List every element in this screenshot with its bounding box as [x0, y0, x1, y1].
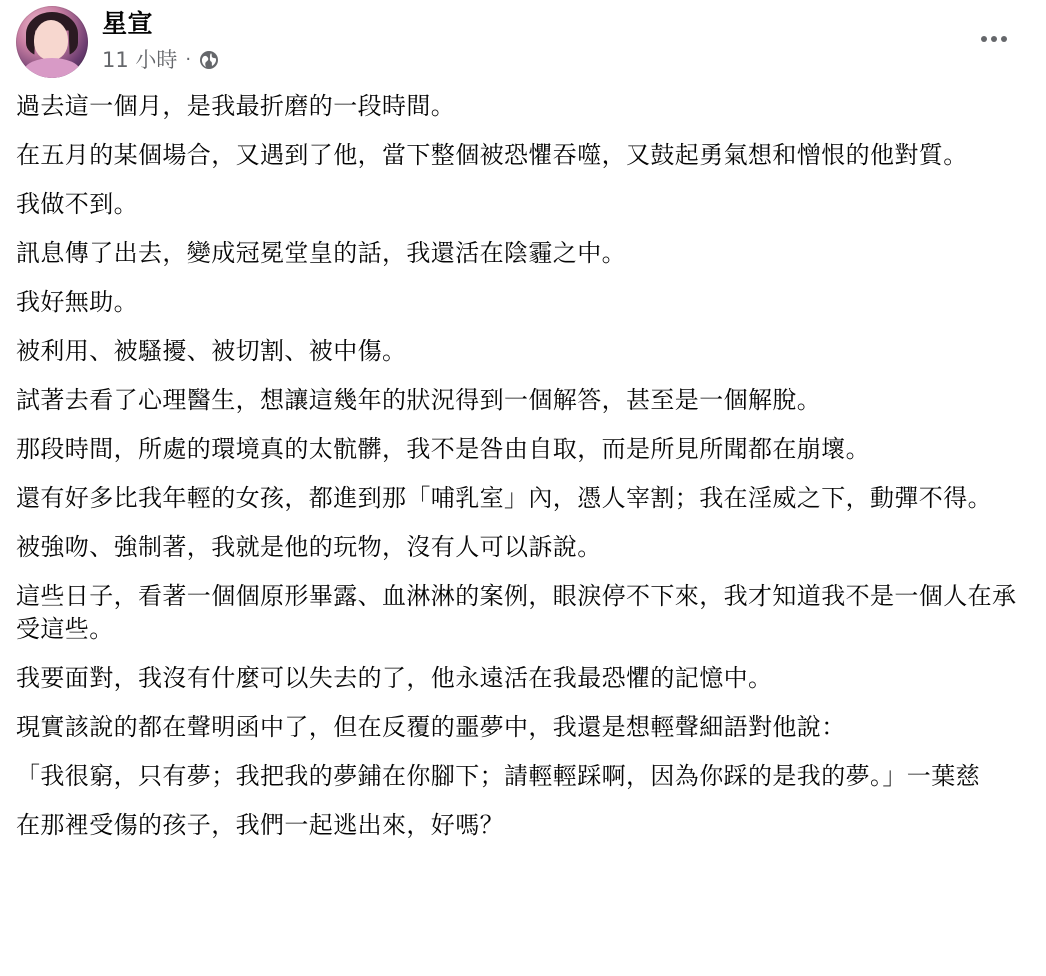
- author-name[interactable]: 星宣: [102, 9, 154, 38]
- meta-separator: ·: [185, 49, 192, 70]
- post-paragraph: 現實該說的都在聲明函中了，但在反覆的噩夢中，我還是想輕聲細語對他說：: [16, 713, 846, 741]
- post-paragraph: 我要面對，我沒有什麼可以失去的了，他永遠活在我最恐懼的記憶中。: [16, 664, 773, 692]
- post-paragraph: 「我很窮，只有夢；我把我的夢鋪在你腳下；請輕輕踩啊，因為你踩的是我的夢。」一葉慈: [16, 762, 980, 790]
- post-paragraph: 我做不到。: [16, 190, 138, 218]
- post-paragraph: 我好無助。: [16, 288, 138, 316]
- post-paragraph: 在那裡受傷的孩子，我們一起逃出來，好嗎？: [16, 811, 504, 839]
- post-paragraph: 訊息傳了出去，變成冠冕堂皇的話，我還活在陰霾之中。: [16, 239, 626, 267]
- post-paragraph: 試著去看了心理醫生，想讓這幾年的狀況得到一個解答，甚至是一個解脫。: [16, 386, 822, 414]
- more-options-button[interactable]: [972, 22, 1016, 56]
- globe-icon[interactable]: [199, 50, 219, 70]
- post-timestamp[interactable]: 11 小時: [102, 48, 178, 72]
- avatar[interactable]: [16, 6, 88, 78]
- post-paragraph: 在五月的某個場合，又遇到了他，當下整個被恐懼吞噬，又鼓起勇氣想和憎恨的他對質。: [16, 141, 968, 169]
- post-paragraph: 還有好多比我年輕的女孩，都進到那「哺乳室」內，憑人宰割；我在淫威之下，動彈不得。: [16, 484, 992, 512]
- post-paragraph: 被利用、被騷擾、被切割、被中傷。: [16, 337, 407, 365]
- post-body: [16, 90, 1020, 858]
- post-header: [16, 6, 1016, 78]
- more-options-icon: [981, 36, 1007, 42]
- post-paragraph: 被強吻、強制著，我就是他的玩物，沒有人可以訴說。: [16, 533, 602, 561]
- post-paragraph: 這些日子，看著一個個原形畢露、血淋淋的案例，眼淚停不下來，我才知道我不是一個人在承受這些。: [16, 582, 1017, 643]
- post-meta: [102, 48, 219, 72]
- post-paragraph: 那段時間，所處的環境真的太骯髒，我不是咎由自取，而是所見所聞都在崩壞。: [16, 435, 870, 463]
- post-paragraph: 過去這一個月，是我最折磨的一段時間。: [16, 92, 456, 120]
